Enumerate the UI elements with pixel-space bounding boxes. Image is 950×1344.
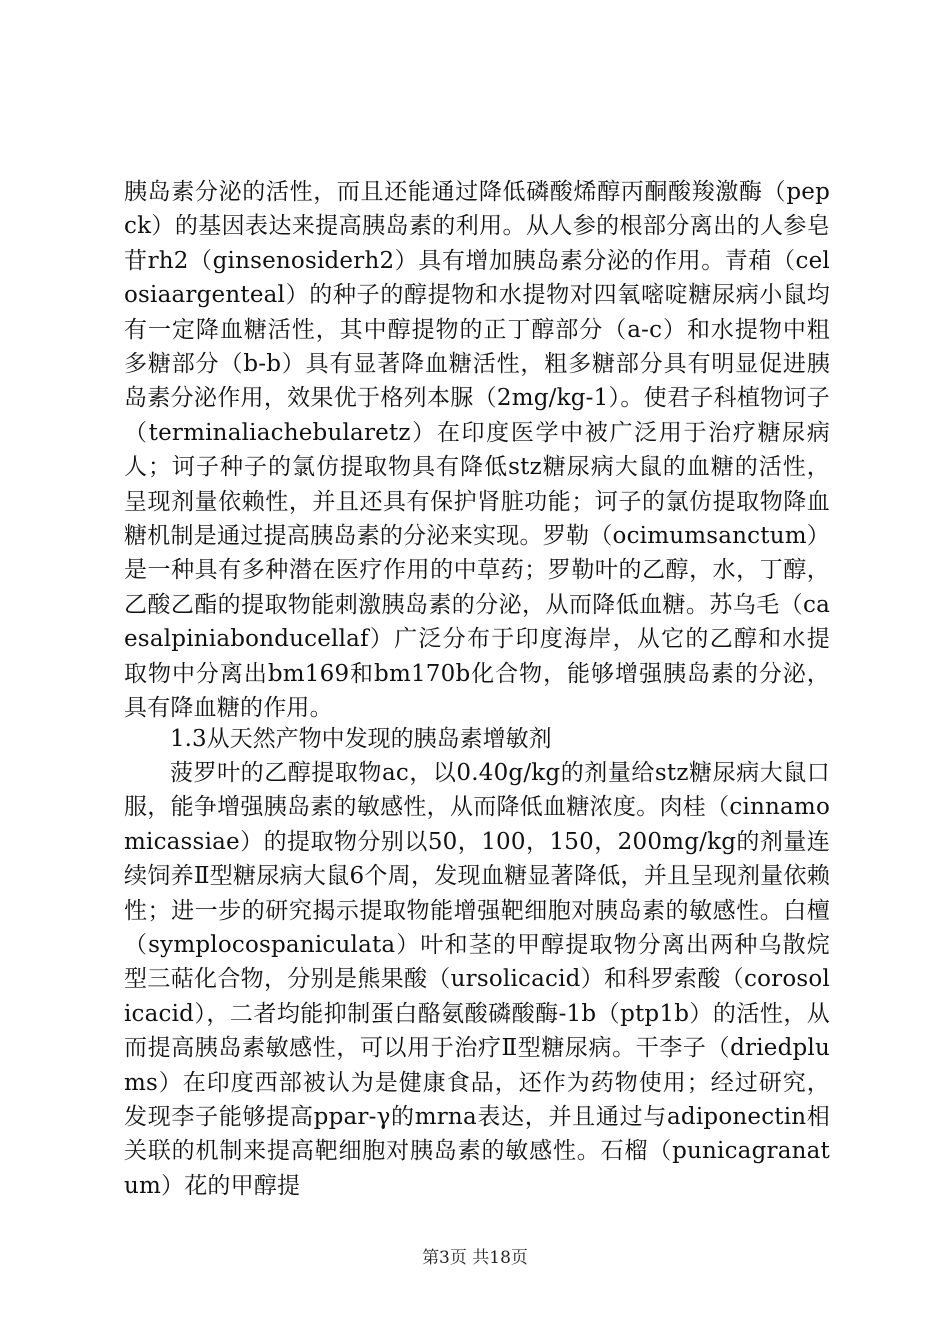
page-number-footer: 第3页 共18页 <box>422 1248 528 1268</box>
section-heading: 1.3从天然产物中发现的胰岛素增敏剂 <box>170 726 552 752</box>
body-paragraph-1: 胰岛素分泌的活性，而且还能通过降低磷酸烯醇丙酮酸羧激酶（pepck）的基因表达来提高胰岛素的利用。从人参的根部分离出的人参皂苷rh2（ginsenosiderh2）具有增加胰岛素分泌的作用。青葙（celosiaargenteal）的种子的醇提物和水提物对四氧嘧啶糖尿病小鼠均有一定降血糖活性，其中醇提物的正丁醇部分（a-c）和水提物中粗多糖部分（b-b）具有显著降血糖活性，粗多糖部分具有明显促进胰岛素分泌作用，效果优于格列本脲（2mg/kg-1）。使君子科植物诃子（terminaliachebularetz）在印度医学中被广泛用于治疗糖尿病人；诃子种子的氯仿提取物具有降低stz糖尿病大鼠的血糖的活性，呈现剂量依赖性，并且还具有保护肾脏功能；诃子的氯仿提取物降血糖机制是通过提高胰岛素的分泌来实现。罗勒（ocimumsanctum）是一种具有多种潜在医疗作用的中草药；罗勒叶的乙醇，水，丁醇，乙酸乙酯的提取物能刺激胰岛素的分泌，从而降低血糖。苏乌毛（caesalpiniabonducellaf）广泛分布于印度海岸，从它的乙醇和水提取物中分离出bm169和bm170b化合物，能够增强胰岛素的分泌，具有降血糖的作用。 <box>124 179 830 722</box>
body-paragraph-2: 菠罗叶的乙醇提取物ac，以0.40g/kg的剂量给stz糖尿病大鼠口服，能争增强胰岛素的敏感性，从而降低血糖浓度。肉桂（cinnamomicassiae）的提取物分别以50，100，150，200mg/kg的剂量连续饲养Ⅱ型糖尿病大鼠6个周，发现血糖显著降低，并且呈现剂量依赖性；进一步的研究揭示提取物能增强靶细胞对胰岛素的敏感性。白檀（symplocospaniculata）叶和茎的甲醇提取物分离出两种乌散烷型三萜化合物，分别是熊果酸（ursolicacid）和科罗索酸（corosolicacid），二者均能抑制蛋白酪氨酸磷酸酶-1b（ptp1b）的活性，从而提高胰岛素敏感性，可以用于治疗Ⅱ型糖尿病。干李子（driedplums）在印度西部被认为是健康食品，还作为药物使用；经过研究，发现李子能够提高ppar-γ的mrna表达，并且通过与adiponectin相关联的机制来提高靶细胞对胰岛素的敏感性。石榴（punicagranatum）花的甲醇提 <box>124 760 830 1199</box>
